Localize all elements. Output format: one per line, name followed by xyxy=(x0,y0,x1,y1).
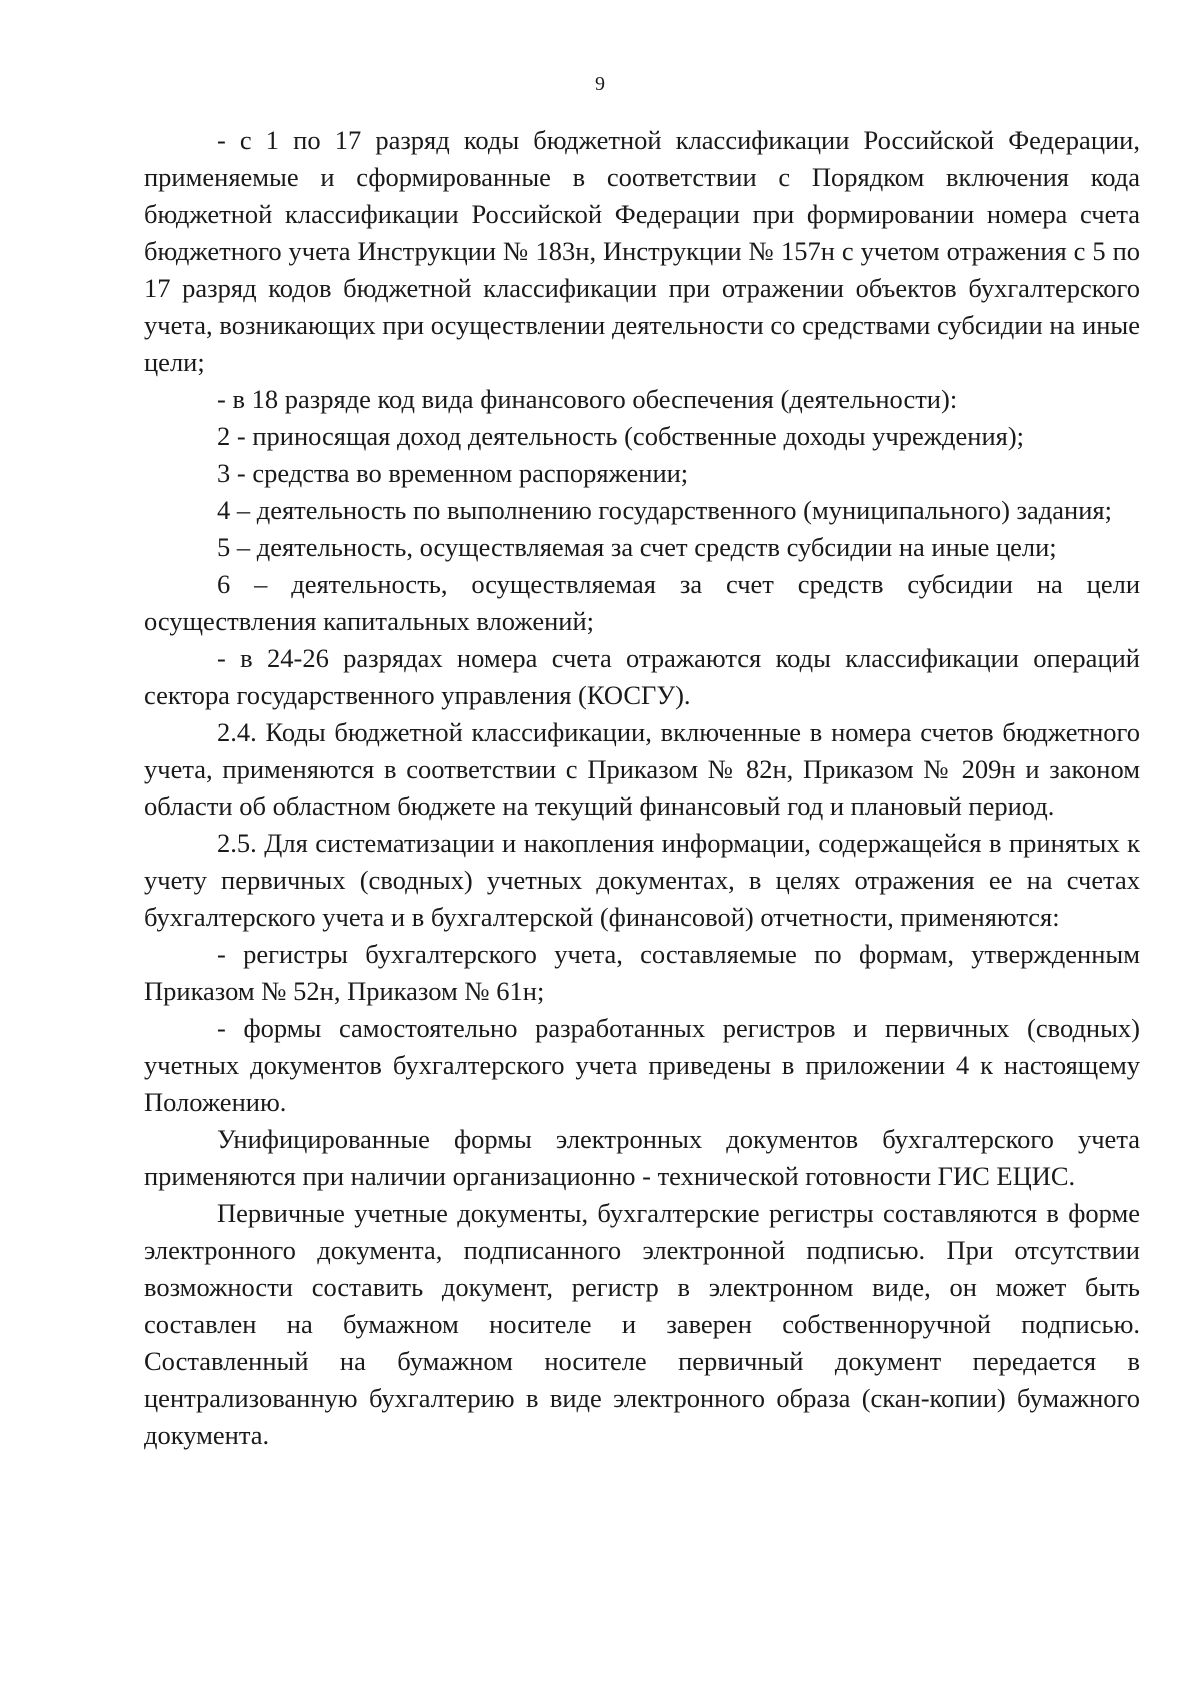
paragraph-unified-forms: Унифицированные формы электронных документов бухгалтерского учета применяются при наличии организационно - технической готовности ГИС ЕЦИС. xyxy=(144,1124,1140,1191)
paragraph-primary-documents: Первичные учетные документы, бухгалтерские регистры составляются в форме электронного документа, подписанного электронной подписью. При отсутствии возможности составить документ, регистр в электронном виде, он может быть составлен на бумажном носителе и заверен собственноручной подписью. Составленный на бумажном носителе первичный документ передается в централизованную бухгалтерию в виде электронного образа (скан-копии) бумажного документа. xyxy=(144,1198,1140,1450)
paragraph-bk-digits: - с 1 по 17 разряд коды бюджетной классификации Российской Федерации, применяемые и сформированные в соответствии с Порядком включения кода бюджетной классификации Российской Федерации при формировании номера счета бюджетного учета Инструкции № 183н, Инструкции № 157н с учетом отражения с 5 по 17 разряд кодов бюджетной классификации при отражении объектов бухгалтерского учета, возникающих при осуществлении деятельности со средствами субсидии на иные цели; xyxy=(144,125,1140,377)
paragraph-digit-18: - в 18 разряде код вида финансового обеспечения (деятельности): xyxy=(217,384,958,414)
paragraph-kosgu: - в 24-26 разрядах номера счета отражаются коды классификации операций сектора государственного управления (КОСГУ). xyxy=(144,643,1140,710)
paragraph-code-3: 3 - средства во временном распоряжении; xyxy=(217,458,689,488)
page-number: 9 xyxy=(595,73,605,95)
paragraph-code-5: 5 – деятельность, осуществляемая за счет средств субсидии на иные цели; xyxy=(217,532,1057,562)
paragraph-section-2-4: 2.4. Коды бюджетной классификации, включенные в номера счетов бюджетного учета, применяются в соответствии с Приказом № 82н, Приказом № 209н и законом области об областном бюджете на текущий финансовый год и плановый период. xyxy=(144,717,1140,821)
paragraph-code-2: 2 - приносящая доход деятельность (собственные доходы учреждения); xyxy=(217,421,1025,451)
paragraph-custom-forms: - формы самостоятельно разработанных регистров и первичных (сводных) учетных документов бухгалтерского учета приведены в приложении 4 к настоящему Положению. xyxy=(144,1013,1140,1117)
paragraph-section-2-5: 2.5. Для систематизации и накопления информации, содержащейся в принятых к учету первичных (сводных) учетных документах, в целях отражения ее на счетах бухгалтерского учета и в бухгалтерской (финансовой) отчетности, применяются: xyxy=(144,828,1140,932)
document-body xyxy=(144,122,1140,1454)
paragraph-code-6: 6 – деятельность, осуществляемая за счет средств субсидии на цели осуществления капитальных вложений; xyxy=(144,569,1140,636)
paragraph-code-4: 4 – деятельность по выполнению государственного (муниципального) задания; xyxy=(217,495,1112,525)
paragraph-registers: - регистры бухгалтерского учета, составляемые по формам, утвержденным Приказом № 52н, Приказом № 61н; xyxy=(144,939,1140,1006)
